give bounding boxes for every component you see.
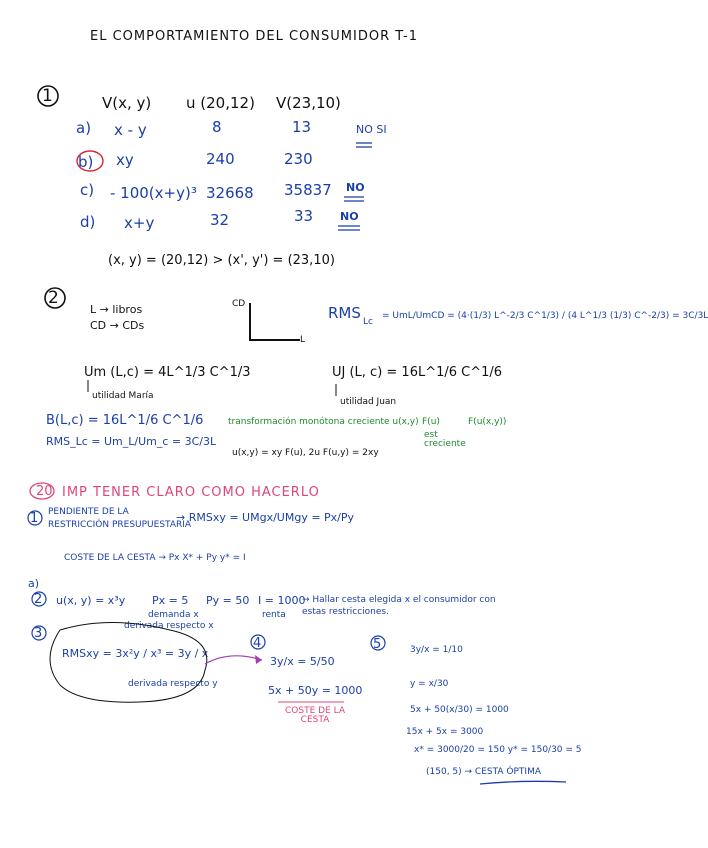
row-b-v1: 240 bbox=[206, 150, 235, 168]
p2-number: 2 bbox=[34, 592, 43, 607]
p2-px: Px = 5 bbox=[152, 594, 189, 607]
f-u: F(u) bbox=[422, 417, 440, 427]
row-c-v2: 35837 bbox=[284, 181, 332, 199]
header-v: V(x, y) bbox=[102, 94, 152, 112]
p2-utility: u(x, y) = x³y bbox=[56, 594, 126, 607]
rms-lc-result: RMS_Lc = Um_L/Um_c = 3C/3L bbox=[46, 435, 217, 448]
p5-line1: 3y/x = 1/10 bbox=[410, 645, 463, 655]
transf-example: u(x,y) = xy F(u), 2u F(u,y) = 2xy bbox=[232, 448, 379, 458]
axes-sketch bbox=[250, 303, 300, 340]
side-mark: NO SI bbox=[356, 123, 387, 136]
row-d-v1: 32 bbox=[210, 211, 230, 229]
p5-line5: x* = 3000/20 = 150 y* = 150/30 = 5 bbox=[414, 745, 582, 755]
p5-line4: 15x + 5x = 3000 bbox=[406, 727, 484, 737]
row-d-v2: 33 bbox=[294, 207, 314, 225]
rms-equation: = UmL/UmCD = (4·(1/3) L^-2/3 C^1/3) / (4 L^1/3 (1/3) C^-2/3) = 3C/3L bbox=[382, 311, 708, 321]
header-v2: V(23,10) bbox=[276, 94, 341, 112]
header-u: u (20,12) bbox=[186, 94, 255, 112]
legend-libros: L → libros bbox=[90, 303, 143, 316]
p4-eq2: 5x + 50y = 1000 bbox=[268, 684, 363, 697]
p3-number: 3 bbox=[34, 626, 43, 641]
imp-note: IMP TENER CLARO COMO HACERLO bbox=[62, 485, 320, 500]
axis-y-label: CD bbox=[232, 299, 246, 309]
p5-line3: 5x + 50(x/30) = 1000 bbox=[410, 705, 509, 715]
p2-text: → Hallar cesta elegida x el consumidor con estas restricciones. bbox=[302, 595, 496, 617]
page-title: EL COMPORTAMIENTO DEL CONSUMIDOR T-1 bbox=[90, 29, 418, 44]
p2-py: Py = 50 bbox=[206, 594, 250, 607]
p3-rms: RMSxy = 3x²y / x³ = 3y / x bbox=[62, 647, 209, 660]
rms-label: RMS bbox=[328, 304, 361, 322]
p5-line2: y = x/30 bbox=[410, 679, 449, 689]
s1-conclusion: (x, y) = (20,12) > (x', y') = (23,10) bbox=[108, 253, 335, 268]
row-d-label: d) bbox=[80, 213, 96, 231]
row-c-v1: 32668 bbox=[206, 184, 254, 202]
p5-number: 5 bbox=[373, 637, 382, 652]
transf-text: transformación monótona creciente u(x,y) bbox=[228, 417, 419, 427]
px-note: demanda x bbox=[148, 610, 199, 620]
answer-b-circle bbox=[77, 151, 103, 171]
b-function: B(L,c) = 16L^1/6 C^1/6 bbox=[46, 413, 204, 428]
p1-text-b: RESTRICCIÓN PRESUPUESTARIA bbox=[48, 520, 192, 530]
p1-equation: → RMSxy = UMgx/UMgy = Px/Py bbox=[176, 511, 355, 524]
rms-sub: Lc bbox=[363, 317, 373, 327]
p2-income: I = 1000 bbox=[258, 594, 306, 607]
row-a-label: a) bbox=[76, 119, 92, 137]
p5-line6: (150, 5) → CESTA ÓPTIMA bbox=[426, 767, 541, 777]
row-b-label: b) bbox=[78, 153, 94, 171]
basket-cost: COSTE DE LA CESTA → Px X* + Py y* = I bbox=[64, 553, 246, 563]
section-20-circle bbox=[30, 483, 54, 499]
p3-note-y: derivada respecto y bbox=[128, 679, 218, 689]
f-est: est creciente bbox=[424, 430, 466, 449]
row-d-expr: x+y bbox=[124, 214, 155, 232]
um-note: utilidad María bbox=[92, 391, 154, 401]
row-c-mark: NO bbox=[346, 181, 365, 194]
section-2-circle bbox=[45, 288, 65, 308]
row-c-expr: - 100(x+y)³ bbox=[110, 184, 197, 202]
section-2-number: 2 bbox=[48, 288, 59, 308]
f-uxy: F(u(x,y)) bbox=[468, 417, 507, 427]
p1-text-a: PENDIENTE DE LA bbox=[48, 507, 129, 517]
uj-function: UJ (L, c) = 16L^1/6 C^1/6 bbox=[332, 365, 503, 380]
row-a-expr: x - y bbox=[114, 121, 147, 139]
axis-x-label: L bbox=[300, 335, 306, 345]
part-a-label: a) bbox=[28, 577, 40, 590]
row-a-v2: 13 bbox=[292, 118, 312, 136]
um-function: Um (L,c) = 4L^1/3 C^1/3 bbox=[84, 365, 251, 380]
uj-note: utilidad Juan bbox=[340, 397, 397, 407]
py-note: renta bbox=[262, 610, 286, 620]
row-b-v2: 230 bbox=[284, 150, 313, 168]
section-1-number: 1 bbox=[42, 86, 53, 106]
row-d-mark: NO bbox=[340, 210, 359, 223]
row-a-v1: 8 bbox=[212, 118, 222, 136]
row-c-label: c) bbox=[80, 181, 95, 199]
p4-number: 4 bbox=[253, 636, 262, 651]
p4-note: COSTE DE LA CESTA bbox=[285, 706, 345, 725]
p4-eq1: 3y/x = 5/50 bbox=[270, 655, 335, 668]
section-1-circle bbox=[38, 86, 58, 106]
row-b-expr: xy bbox=[116, 151, 134, 169]
p3-note-x: derivada respecto x bbox=[124, 621, 214, 631]
legend-cds: CD → CDs bbox=[90, 319, 145, 332]
section-20-number: 20 bbox=[36, 484, 53, 499]
p1-number: 1 bbox=[30, 511, 39, 526]
